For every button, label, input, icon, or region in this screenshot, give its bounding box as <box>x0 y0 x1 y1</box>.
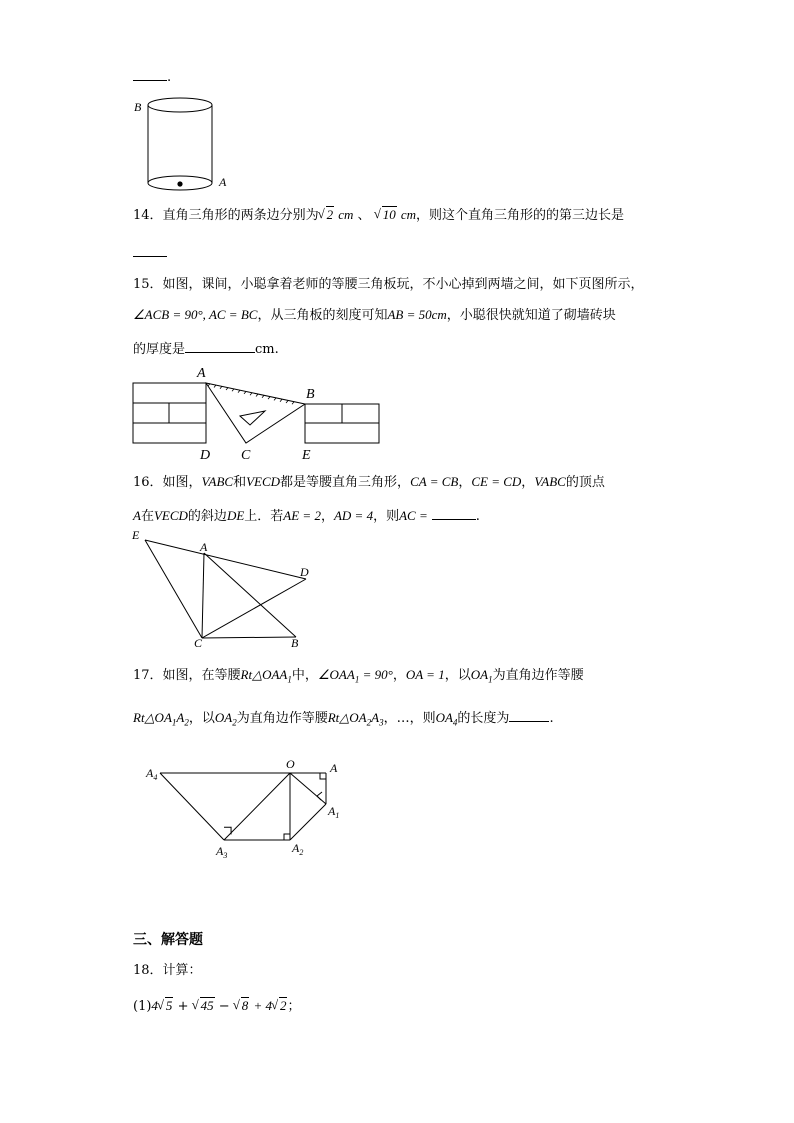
q15-condition: ∠ACB = 90°, AC = BC <box>133 307 258 322</box>
q14-number: 14 <box>133 208 150 223</box>
question-15-line-1: 15．如图，课间，小聪拿着老师的等腰三角板玩，不小心掉到两墙之间，如下页图所示， <box>133 277 644 292</box>
q15-answer-blank[interactable] <box>185 338 255 353</box>
q17-oa1: OA <box>470 667 489 682</box>
question-16-line-2 <box>133 505 480 527</box>
q14-answer-blank[interactable] <box>133 256 167 257</box>
q17-sub: 1 <box>287 674 292 685</box>
q18-sqrt-45: √ 45 <box>193 996 215 1016</box>
q16-eq-ad: AD = 4 <box>333 508 374 523</box>
q17-text-d: ，以 <box>444 668 471 683</box>
label-o: O <box>286 757 295 771</box>
q17-rt2-sub2: 2 <box>184 717 189 728</box>
q14-separator: 、 <box>357 208 371 223</box>
q17-oa: OA = 1 <box>405 667 445 682</box>
q16-and: 和 <box>233 475 247 490</box>
question-17-line-1 <box>133 665 584 690</box>
q16-text-a: 16．如图， <box>133 475 202 490</box>
q17-text-e: 为直角边作等腰 <box>492 668 584 683</box>
blank-tail-period: . <box>167 70 172 85</box>
q18-sqrt-5: √ 5 <box>158 996 174 1016</box>
q16-tri-abc: VABC <box>201 474 234 489</box>
q15-text-c: 的厚度是 <box>133 342 186 357</box>
q16-comma-3: ， <box>320 509 334 524</box>
q17-text-b: 中， <box>291 668 318 683</box>
label-d: D <box>200 448 211 463</box>
cylinder-top-ellipse <box>148 98 212 112</box>
isosceles-triangles-figure <box>128 527 328 652</box>
label-c: C <box>241 448 251 463</box>
label-b: B <box>291 636 299 650</box>
question-18-part-1 <box>133 996 300 1017</box>
q17-oa4: OA <box>435 710 453 725</box>
q17-oa4-sub: 4 <box>452 717 458 728</box>
spiral-triangles-figure <box>140 755 355 865</box>
q18-coef: 4 <box>151 998 158 1013</box>
q17-oa1-sub: 1 <box>488 674 493 685</box>
q16-comma-2: ， <box>521 475 535 490</box>
q17-oa2-sub: 2 <box>232 717 237 728</box>
q17-answer-blank[interactable] <box>509 707 549 722</box>
answer-blank-top[interactable] <box>133 80 167 81</box>
q17-text-h: ，…，则 <box>383 711 436 726</box>
point-dot <box>177 181 182 186</box>
q15-unit: cm. <box>255 342 279 357</box>
question-17-line-2 <box>133 707 554 733</box>
q17-text-g: 为直角边作等腰 <box>236 711 328 726</box>
q16-tri-ecd: VECD <box>246 474 281 489</box>
q16-text-e: 的斜边 <box>187 509 227 524</box>
cylinder-figure <box>128 92 238 194</box>
question-18-title: 18．计算： <box>133 963 202 978</box>
q16-eq-ca-cb: CA = CB <box>410 474 459 489</box>
label-a3: $A_3$ <box>216 844 228 860</box>
wall-triangle-figure <box>128 360 384 464</box>
q16-eq-ce-cd: CE = CD <box>471 474 522 489</box>
q16-text-g: ，则 <box>373 509 400 524</box>
label-a: A <box>197 366 206 381</box>
question-15-line-2 <box>133 305 616 326</box>
q16-eq-ae: AE = 2 <box>283 508 321 523</box>
q14-unit-1: cm <box>338 207 354 222</box>
q15-ab-length: AB = 50cm <box>387 307 447 322</box>
question-15-line-3 <box>133 338 279 360</box>
q18-tail: ； <box>287 999 301 1014</box>
q17-rt3-sub2: 3 <box>379 717 384 728</box>
label-a4: $A_4$ <box>146 766 158 782</box>
q17-rt3-a: A <box>371 710 380 725</box>
label-e: E <box>302 448 311 463</box>
q17-rt2-a: A <box>176 710 185 725</box>
q18-plus-2: + 4 <box>253 998 272 1013</box>
q17-rt3-sub1: 2 <box>366 717 372 728</box>
q17-rt-oa2a3: Rt△OA <box>327 710 367 725</box>
q18-sqrt-2: √ 2 <box>272 996 288 1016</box>
q17-text-f: ，以 <box>188 711 215 726</box>
q17-rt2-sub1: 1 <box>171 717 177 728</box>
q16-de: DE <box>226 508 245 523</box>
q17-angle: ∠OAA <box>317 667 355 682</box>
q14-text-b: ，则这个直角三角形的的第三边长是 <box>416 208 625 223</box>
q16-text-c: 的顶点 <box>565 475 605 490</box>
question-14: 14．直角三角形的两条边分别为√ 2 cm 、 √ 10 cm，则这个直角三角形的的第三边长是 <box>133 205 624 226</box>
question-16-line-1 <box>133 472 605 493</box>
q18-plus-1: + <box>177 999 189 1014</box>
q14-sqrt-2: √ 2 <box>319 205 335 225</box>
label-a2: $A_2$ <box>292 841 304 857</box>
label-b: B <box>134 100 142 114</box>
q15-text-b: ，小聪很快就知道了砌墙砖块 <box>446 308 616 323</box>
q18-minus: − <box>218 999 230 1014</box>
q16-tri-ecd-2: VECD <box>153 508 188 523</box>
q14-text-a: 直角三角形的两条边分别为 <box>162 208 319 223</box>
q16-answer-blank[interactable] <box>432 505 476 520</box>
q16-text-f: 上．若 <box>244 509 284 524</box>
q16-text-d: 在 <box>140 509 154 524</box>
q16-point-a: A <box>133 508 141 523</box>
q17-oa2: OA <box>214 710 233 725</box>
q18-sqrt-8: √ 8 <box>234 996 250 1016</box>
q16-tri-abc-2: VABC <box>534 474 566 489</box>
label-b: B <box>306 387 315 402</box>
q17-text-c: ， <box>392 668 406 683</box>
q16-text-b: 都是等腰直角三角形， <box>280 475 411 490</box>
q17-tail: . <box>549 711 554 726</box>
label-a1: $A_1$ <box>328 804 340 820</box>
q14-unit-2: cm <box>400 207 416 222</box>
label-a: A <box>330 761 338 775</box>
label-a: A <box>219 175 227 189</box>
q17-rt-oaa1: Rt△OAA <box>240 667 288 682</box>
label-c: C <box>194 636 203 650</box>
q18-part-label: (1) <box>133 999 152 1014</box>
label-a: A <box>200 540 208 554</box>
label-e: E <box>132 528 140 542</box>
q17-rt-oa1a2: Rt△OA <box>133 710 172 725</box>
q17-angle-val: = 90° <box>359 667 393 682</box>
label-d: D <box>300 565 309 579</box>
q17-text-a: 17．如图，在等腰 <box>133 668 241 683</box>
q15-text-a: ，从三角板的刻度可知 <box>257 308 388 323</box>
set-square-hole <box>240 411 265 425</box>
q16-comma-1: ， <box>458 475 472 490</box>
q16-eq-ac: AC = <box>399 508 428 523</box>
q17-angle-sub: 1 <box>354 674 360 685</box>
section-heading: 三、解答题 <box>133 932 203 948</box>
q17-text-i: 的长度为 <box>457 711 510 726</box>
q14-sqrt-10: √ 10 <box>375 205 397 225</box>
q16-tail: . <box>475 509 480 524</box>
